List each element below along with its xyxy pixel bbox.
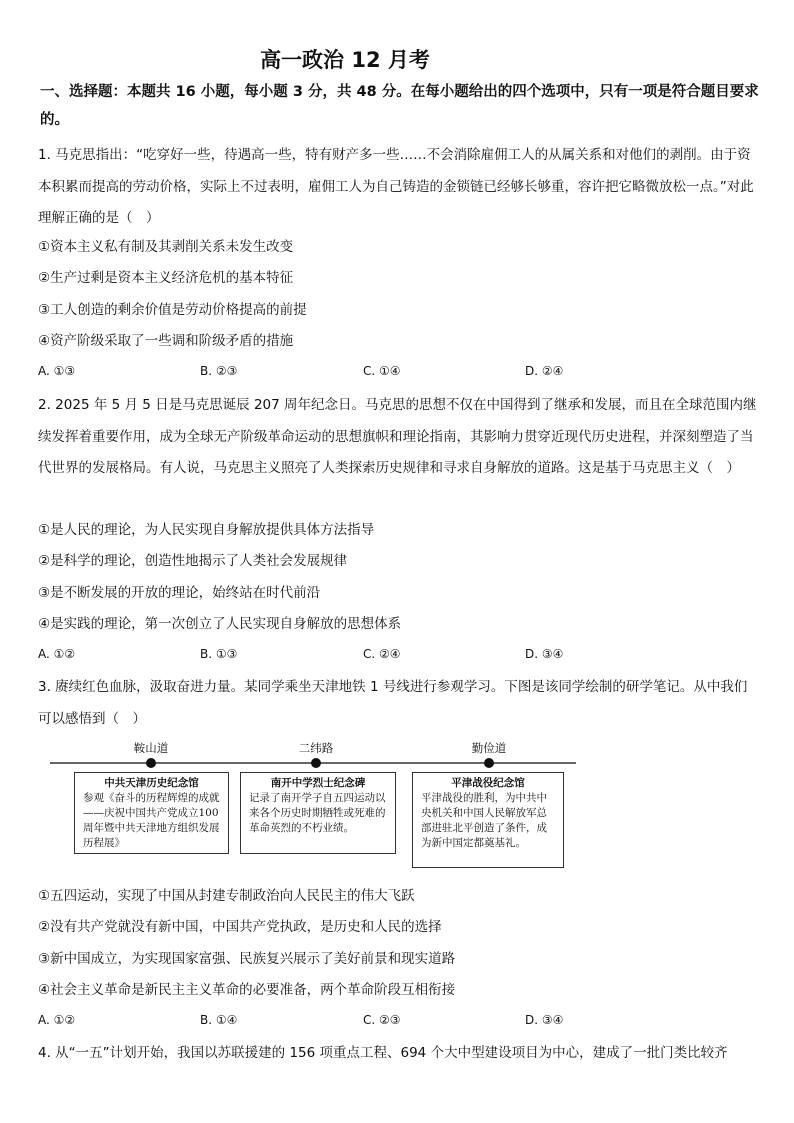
info-box-3	[412, 772, 564, 868]
stop-dot-2	[311, 758, 321, 768]
info-box-1-title: 中共天津历史纪念馆	[104, 777, 199, 789]
question-1-stem: 1. 马克思指出：“吃穿好一些，待遇高一些，特有财产多一些……不会消除雇佣工人的从属关系和对他们的剥削。由于资本积累而提高的劳动价格，实际上不过表明，雇佣工人为自己铸造的金锁链已经够长够重，容许把它略微放松一点。”对此理解正确的是（ ）	[38, 147, 754, 226]
q2-option-1: ①是人民的理论，为人民实现自身解放提供具体方法指导	[38, 522, 375, 538]
q1-option-2: ②生产过剩是资本主义经济危机的基本特征	[38, 270, 294, 286]
info-box-2-title: 南开中学烈士纪念碑	[270, 777, 366, 789]
q2-choice-d[interactable]: D. ③④	[525, 647, 564, 661]
metro-diagram	[50, 740, 580, 870]
info-box-2	[240, 772, 396, 854]
q2-choices	[38, 647, 758, 667]
stop-label-qinjiandao: 勤俭道	[471, 741, 507, 755]
question-2-stem: 2. 2025 年 5 月 5 日是马克思诞辰 207 周年纪念日。马克思的思想不仅在中国得到了继承和发展，而且在全球范围内继续发挥着重要作用，成为全球无产阶级革命运动的思想旗帜和理论指南，其影响力贯穿近现代历史进程，并深刻塑造了当代世界的发展格局。有人说，马克思主义照亮了人类探索历史规律和寻求自身解放的道路。这是基于马克思主义（ ）	[38, 397, 757, 476]
q3-option-3: ③新中国成立，为实现国家富强、民族复兴展示了美好前景和现实道路	[38, 951, 456, 967]
q1-option-3: ③工人创造的剩余价值是劳动价格提高的前提	[38, 302, 307, 318]
q2-choice-c[interactable]: C. ②④	[363, 647, 401, 661]
q2-option-2: ②是科学的理论，创造性地揭示了人类社会发展规律	[38, 553, 348, 569]
stop-label-anshandao: 鞍山道	[133, 741, 169, 755]
stop-label-erweilu: 二纬路	[298, 741, 334, 755]
info-box-3-title: 平津战役纪念馆	[451, 777, 525, 789]
q1-choice-c[interactable]: C. ①④	[363, 364, 401, 378]
q3-option-2: ②没有共产党就没有新中国，中国共产党执政，是历史和人民的选择	[38, 919, 442, 935]
info-box-1	[74, 772, 229, 854]
question-3-stem: 3. 赓续红色血脉，汲取奋进力量。某同学乘坐天津地铁 1 号线进行参观学习。下图是该同学绘制的研学笔记。从中我们可以感悟到（ ）	[38, 679, 748, 727]
stop-dot-3	[484, 758, 494, 768]
stop-dot-1	[146, 758, 156, 768]
q2-choice-a[interactable]: A. ①②	[38, 647, 76, 661]
q3-choice-d[interactable]: D. ③④	[525, 1013, 564, 1027]
q1-option-4: ④资产阶级采取了一些调和阶级矛盾的措施	[38, 333, 294, 349]
q2-choice-b[interactable]: B. ①③	[200, 647, 238, 661]
q3-choices	[38, 1013, 758, 1033]
q3-choice-b[interactable]: B. ①④	[200, 1013, 238, 1027]
q1-choice-a[interactable]: A. ①③	[38, 364, 76, 378]
q1-choice-d[interactable]: D. ②④	[525, 364, 564, 378]
q1-choices	[38, 364, 758, 384]
q1-choice-b[interactable]: B. ②③	[200, 364, 238, 378]
q3-choice-c[interactable]: C. ②③	[363, 1013, 401, 1027]
q3-option-1: ①五四运动，实现了中国从封建专制政治向人民民主的伟大飞跃	[38, 888, 415, 904]
info-box-2-text: 记录了南开学子自五四运动以来各个历史时期牺牲或死难的革命英烈的不朽业绩。	[249, 792, 386, 834]
q3-choice-a[interactable]: A. ①②	[38, 1013, 76, 1027]
question-4-stem: 4. 从“一五”计划开始，我国以苏联援建的 156 项重点工程、694 个大中型建设项目为中心，建成了一批门类比较齐	[38, 1045, 728, 1061]
info-box-1-text: 参观《奋斗的历程辉煌的成就——庆祝中国共产党成立100周年暨中共天津地方组织发展历程展》	[83, 792, 220, 849]
info-box-3-text: 平津战役的胜利，为中共中央机关和中国人民解放军总部进驻北平创造了条件，成为新中国定都奠基礼。	[421, 792, 547, 849]
q3-option-4: ④社会主义革命是新民主主义革命的必要准备，两个革命阶段互相衔接	[38, 982, 456, 998]
exam-title: 高一政治 12 月考	[260, 48, 430, 72]
q2-option-3: ③是不断发展的开放的理论，始终站在时代前沿	[38, 585, 321, 601]
section-header: 一、选择题：本题共 16 小题，每小题 3 分，共 48 分。在每小题给出的四个选项中，只有一项是符合题目要求的。	[40, 84, 759, 128]
q2-option-4: ④是实践的理论，第一次创立了人民实现自身解放的思想体系	[38, 616, 402, 632]
q1-option-1: ①资本主义私有制及其剥削关系未发生改变	[38, 239, 294, 255]
